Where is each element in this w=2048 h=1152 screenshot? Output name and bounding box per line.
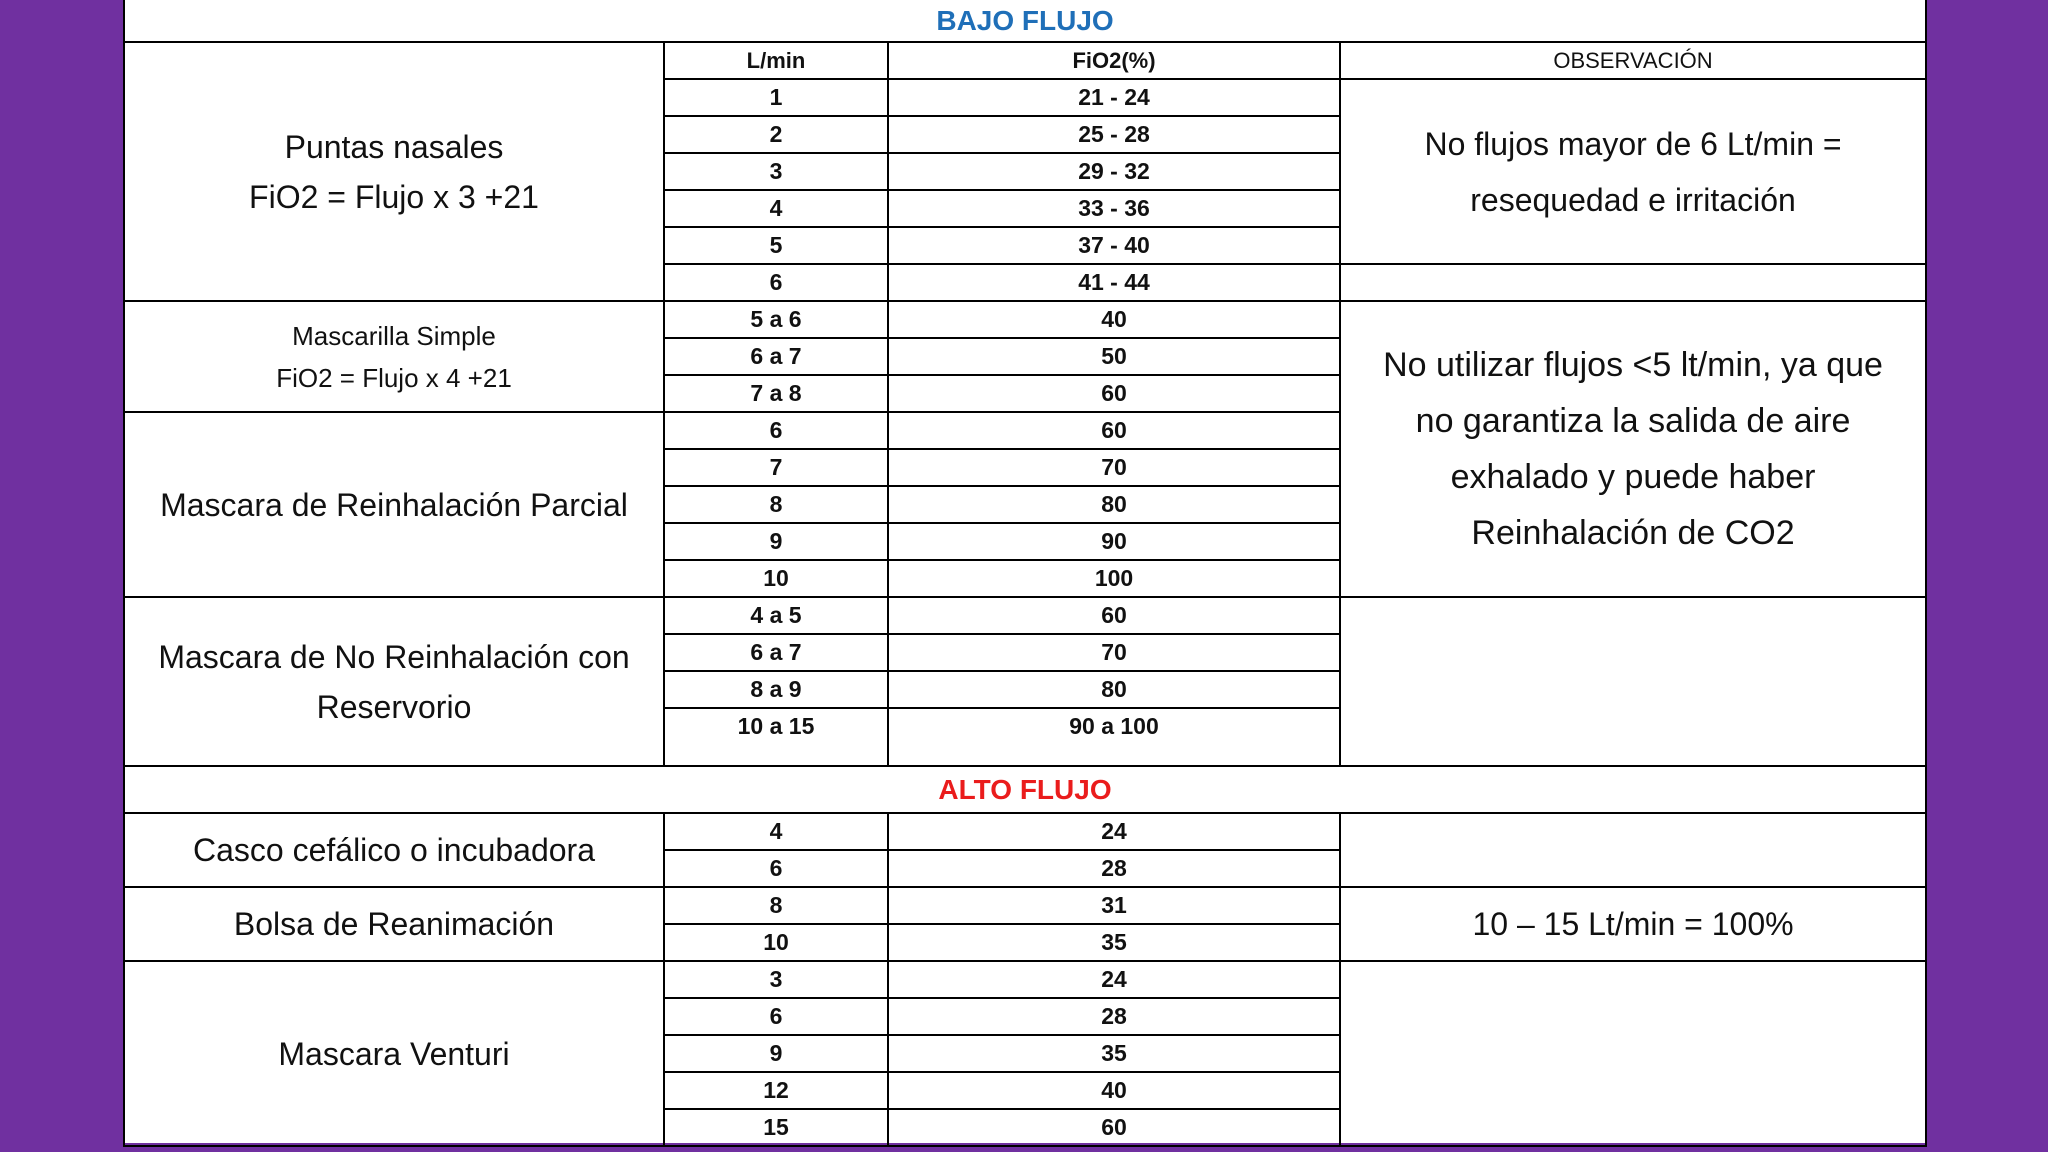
fio2-cell: 40: [888, 301, 1340, 338]
no-reinhalacion-cell: [124, 597, 664, 766]
empty-observation: [1340, 813, 1926, 887]
flow-cell: 8: [664, 887, 888, 924]
flow-cell: 6: [664, 998, 888, 1035]
flow-cell: 12: [664, 1072, 888, 1109]
bolsa-observation: 10 – 15 Lt/min = 100%: [1340, 887, 1926, 961]
flow-cell: 7: [664, 449, 888, 486]
fio2-cell: 80: [888, 671, 1340, 708]
flow-cell: 10 a 15: [664, 708, 888, 766]
flow-cell: 6: [664, 412, 888, 449]
table-row: [124, 887, 1926, 924]
mascarilla-simple-name: Mascarilla Simple: [292, 320, 496, 351]
flow-cell: 6 a 7: [664, 634, 888, 671]
table-row: [124, 961, 1926, 998]
flow-cell: 3: [664, 153, 888, 190]
mascarilla-observation-line3: exhalado y puede haber: [1450, 458, 1816, 496]
mascarilla-observation-line1: No utilizar flujos <5 lt/min, ya que: [1383, 346, 1883, 384]
alto-flujo-title-row: [124, 766, 1926, 813]
table-row: [124, 301, 1926, 338]
flow-cell: 4 a 5: [664, 597, 888, 634]
bolsa-name: Bolsa de Reanimación: [124, 887, 664, 961]
fio2-cell: 90: [888, 523, 1340, 560]
fio2-cell: 70: [888, 449, 1340, 486]
header-flow: L/min: [664, 42, 888, 79]
casco-name: Casco cefálico o incubadora: [124, 813, 664, 887]
empty-observation: [1340, 597, 1926, 766]
flow-cell: 3: [664, 961, 888, 998]
header-row: [124, 42, 1926, 79]
fio2-cell: 24: [888, 961, 1340, 998]
flow-cell: 10: [664, 560, 888, 597]
empty-observation: [1340, 264, 1926, 301]
flow-cell: 7 a 8: [664, 375, 888, 412]
fio2-cell: 70: [888, 634, 1340, 671]
mascarilla-observation: [1340, 301, 1926, 597]
header-fio2: FiO2(%): [888, 42, 1340, 79]
flow-cell: 15: [664, 1109, 888, 1146]
fio2-cell: 24: [888, 813, 1340, 850]
flow-cell: 9: [664, 523, 888, 560]
venturi-name: Mascara Venturi: [124, 961, 664, 1146]
alto-flujo-title: ALTO FLUJO: [124, 766, 1926, 813]
puntas-observation-line1: No flujos mayor de 6 Lt/min =: [1424, 125, 1842, 162]
fio2-cell: 35: [888, 924, 1340, 961]
fio2-cell: 100: [888, 560, 1340, 597]
no-reinhalacion-name-line2: Reservorio: [316, 688, 472, 725]
puntas-observation-line2: resequedad e irritación: [1470, 181, 1796, 218]
oxygen-therapy-table: [123, 0, 1927, 1147]
fio2-cell: 33 - 36: [888, 190, 1340, 227]
flow-cell: 4: [664, 813, 888, 850]
fio2-cell: 50: [888, 338, 1340, 375]
fio2-cell: 90 a 100: [888, 708, 1340, 766]
fio2-cell: 60: [888, 597, 1340, 634]
flow-cell: 9: [664, 1035, 888, 1072]
fio2-cell: 21 - 24: [888, 79, 1340, 116]
flow-cell: 8 a 9: [664, 671, 888, 708]
fio2-cell: 28: [888, 998, 1340, 1035]
fio2-cell: 37 - 40: [888, 227, 1340, 264]
flow-cell: 1: [664, 79, 888, 116]
puntas-nasales-cell: [124, 42, 664, 301]
flow-cell: 6: [664, 264, 888, 301]
table-row: [124, 597, 1926, 634]
fio2-cell: 35: [888, 1035, 1340, 1072]
fio2-cell: 80: [888, 486, 1340, 523]
bajo-flujo-title-row: [124, 0, 1926, 42]
no-reinhalacion-name-line1: Mascara de No Reinhalación con: [158, 638, 630, 675]
flow-cell: 10: [664, 924, 888, 961]
puntas-nasales-formula: FiO2 = Flujo x 3 +21: [249, 178, 539, 215]
header-observacion: OBSERVACIÓN: [1340, 42, 1926, 79]
fio2-cell: 60: [888, 375, 1340, 412]
mascarilla-observation-line2: no garantiza la salida de aire: [1415, 402, 1851, 440]
fio2-cell: 31: [888, 887, 1340, 924]
puntas-nasales-name: Puntas nasales: [284, 128, 504, 165]
bajo-flujo-title: BAJO FLUJO: [124, 0, 1926, 42]
fio2-cell: 25 - 28: [888, 116, 1340, 153]
flow-cell: 4: [664, 190, 888, 227]
flow-cell: 6 a 7: [664, 338, 888, 375]
mascarilla-simple-cell: [124, 301, 664, 412]
mascarilla-simple-formula: FiO2 = Flujo x 4 +21: [276, 362, 512, 393]
empty-observation: [1340, 961, 1926, 1146]
flow-cell: 8: [664, 486, 888, 523]
fio2-cell: 60: [888, 1109, 1340, 1146]
flow-cell: 2: [664, 116, 888, 153]
fio2-cell: 41 - 44: [888, 264, 1340, 301]
flow-cell: 5: [664, 227, 888, 264]
reinhalacion-parcial-name: Mascara de Reinhalación Parcial: [124, 412, 664, 597]
flow-cell: 5 a 6: [664, 301, 888, 338]
fio2-cell: 40: [888, 1072, 1340, 1109]
table-row: [124, 813, 1926, 850]
mascarilla-observation-line4: Reinhalación de CO2: [1471, 514, 1795, 552]
fio2-cell: 28: [888, 850, 1340, 887]
flow-cell: 6: [664, 850, 888, 887]
puntas-observation: [1340, 79, 1926, 264]
fio2-cell: 60: [888, 412, 1340, 449]
fio2-cell: 29 - 32: [888, 153, 1340, 190]
